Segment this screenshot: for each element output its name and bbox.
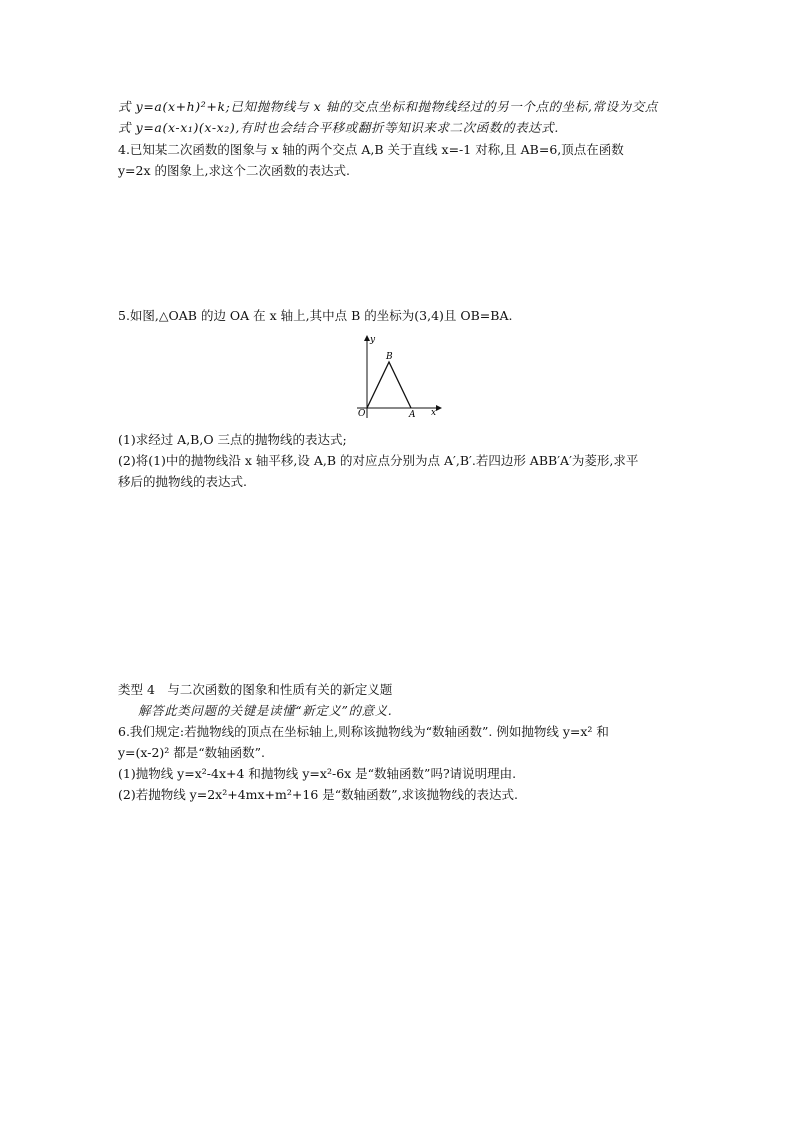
question-6-part-1: (1)抛物线 y=x²-4x+4 和抛物线 y=x²-6x 是“数轴函数”吗?请说明理由. [118, 766, 517, 781]
question-4-line-1: 4.已知某二次函数的图象与 x 轴的两个交点 A,B 关于直线 x=-1 对称,且 AB=6,顶点在函数 [118, 142, 624, 157]
question-6-line-2: y=(x-2)² 都是“数轴函数”. [118, 745, 266, 760]
question-5-part-1: (1)求经过 A,B,O 三点的抛物线的表达式; [118, 432, 347, 447]
question-5-part-2-line-1: (2)将(1)中的抛物线沿 x 轴平移,设 A,B 的对应点分别为点 A′,B′.若四边形 ABB′A′为菱形,求平 [118, 453, 639, 468]
intro-line-1: 式 y=a(x+h)²+k;已知抛物线与 x 轴的交点坐标和抛物线经过的另一个点的坐标,常设为交点 [118, 99, 658, 114]
intro-line-2: 式 y=a(x-x₁)(x-x₂),有时也会结合平移或翻折等知识来求二次函数的表达式. [118, 120, 559, 135]
question-6-part-2: (2)若抛物线 y=2x²+4mx+m²+16 是“数轴函数”,求该抛物线的表达式. [118, 787, 518, 802]
question-6-line-1: 6.我们规定:若抛物线的顶点在坐标轴上,则称该抛物线为“数轴函数”. 例如抛物线 y=x² 和 [118, 724, 609, 739]
label-x: x [431, 408, 437, 418]
triangle-oab [367, 362, 411, 408]
type-4-hint: 解答此类问题的关键是读懂“新定义”的意义. [138, 703, 393, 718]
label-a: A [409, 410, 416, 420]
question-5-part-2-line-2: 移后的抛物线的表达式. [118, 474, 247, 489]
question-4-line-2: y=2x 的图象上,求这个二次函数的表达式. [118, 163, 350, 178]
triangle-oab-figure [355, 332, 445, 420]
label-y: y [370, 335, 376, 345]
label-b: B [386, 352, 393, 362]
question-5-stem: 5.如图,△OAB 的边 OA 在 x 轴上,其中点 B 的坐标为(3,4)且 OB=BA. [118, 308, 513, 323]
type-4-heading: 类型 4 与二次函数的图象和性质有关的新定义题 [118, 682, 393, 697]
label-o: O [358, 409, 366, 419]
